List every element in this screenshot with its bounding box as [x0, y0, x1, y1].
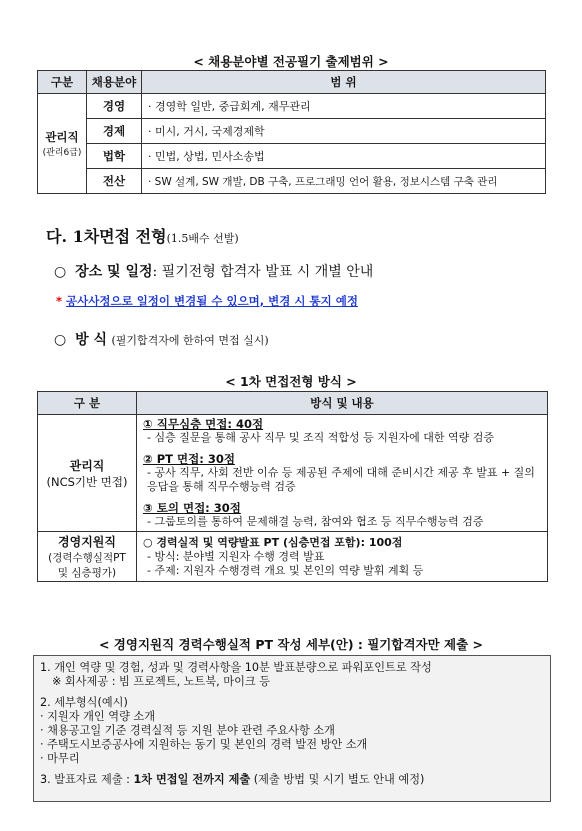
field-cell: 법학 [87, 144, 142, 169]
section-heading [46, 224, 239, 247]
section-heading-note: (1.5배수 선발) [166, 232, 239, 245]
category-cell [38, 94, 87, 194]
item-title: ○ 경력실적 및 역량발표 PT (심층면접 포함): 100점 [143, 535, 403, 549]
scope-cell: · SW 설계, SW 개발, DB 구축, 프로그래밍 언어 활용, 정보시스템 구축 관리 [142, 169, 546, 194]
category-note: (관리6급) [42, 148, 82, 158]
item-title: ③ 토의 면접: 30점 [143, 501, 241, 515]
interview-method-table [37, 391, 548, 582]
item-desc: - 그룹토의를 통하여 문제해결 능력, 참여와 협조 등 직무수행능력 검증 [147, 515, 484, 528]
division-note: (NCS기반 면접) [46, 474, 128, 489]
box-line3-suffix: (제출 방법 및 시기 별도 안내 예정) [250, 773, 425, 786]
box-line: 1. 개인 역량 및 경험, 성과 및 경력사항을 10분 발표분량으로 파워포인트로 작성 [40, 661, 432, 674]
section-heading-text: 다. 1차면접 전형 [46, 227, 167, 246]
item-desc: - 심층 질문을 통해 공사 직무 및 조직 적합성 등 지원자에 대한 역량 검증 [147, 431, 494, 444]
method-cell [137, 532, 548, 582]
circle-bullet-icon: ○ [54, 264, 67, 280]
box-line [40, 773, 544, 787]
field-cell: 경영 [87, 94, 142, 119]
scope-cell: · 미시, 거시, 국제경제학 [142, 119, 546, 144]
division-name: 관리직 [69, 458, 105, 473]
scope-cell: · 경영학 일반, 중급회계, 재무관리 [142, 94, 546, 119]
header-method: 방식 및 내용 [137, 392, 548, 415]
scope-cell: · 민법, 상법, 민사소송법 [142, 144, 546, 169]
method-cell [137, 415, 548, 532]
place-label: 장소 및 일정 [75, 264, 153, 280]
header-division: 구 분 [38, 392, 137, 415]
circle-bullet-icon: ○ [54, 332, 67, 348]
pt-guide-box [33, 655, 551, 802]
header-field: 채용분야 [87, 71, 142, 94]
box-line3-bold: 1차 면접일 전까지 제출 [133, 773, 251, 786]
exam-scope-table [37, 70, 546, 194]
method-line [54, 329, 269, 349]
box-bullet: · 마무리 [40, 752, 80, 765]
field-cell: 경제 [87, 119, 142, 144]
box-bullet: · 주택도시보증공사에 지원하는 동기 및 본인의 경력 발전 방안 소개 [40, 738, 368, 751]
field-cell: 전산 [87, 169, 142, 194]
header-category: 구분 [38, 71, 87, 94]
division-cell [38, 532, 137, 582]
item-title: ① 직무심층 면접: 40점 [143, 417, 264, 431]
item-title: ② PT 면접: 30점 [143, 452, 235, 466]
method-label: 방 식 [75, 332, 108, 348]
place-line [54, 261, 373, 281]
box-line3-prefix: 3. 발표자료 제출 : [40, 773, 134, 786]
division-note: 및 심층평가) [57, 567, 117, 579]
warning-star: * [56, 294, 63, 308]
division-name: 경영지원직 [58, 535, 116, 549]
box-note: ※ 회사제공 : 빔 프로젝트, 노트북, 마이크 등 [52, 675, 271, 688]
item-desc: - 주제: 지원자 수행경력 개요 및 본인의 역량 발휘 계획 등 [147, 563, 424, 577]
box-bullet: · 지원자 개인 역량 소개 [40, 710, 156, 723]
division-note: (경력수행실적PT [48, 552, 126, 564]
item-desc: - 공사 직무, 사회 전반 이슈 등 제공된 주제에 대해 준비시간 제공 후 발표 + 질의응답을 통해 직무수행능력 검증 [147, 466, 535, 493]
header-scope: 범 위 [142, 71, 546, 94]
box-caption: < 경영지원직 경력수행실적 PT 작성 세부(안) : 필기합격자만 제출 > [98, 637, 484, 652]
box-bullet: · 채용공고일 기준 경력실적 등 지원 분야 관련 주요사항 소개 [40, 724, 335, 737]
method-note: (필기합격자에 한하여 면접 실시) [111, 334, 269, 347]
category-name: 관리직 [45, 130, 79, 144]
item-desc: - 방식: 분야별 지원자 수행 경력 발표 [147, 549, 325, 563]
place-text: : 필기전형 합격자 발표 시 개별 안내 [152, 264, 374, 280]
table1-caption: < 채용분야별 전공필기 출제범위 > [193, 54, 389, 69]
box-line: 2. 세부형식(예시) [40, 696, 128, 709]
division-cell [38, 415, 137, 532]
warning-line [56, 293, 358, 309]
table2-caption: < 1차 면접전형 방식 > [225, 374, 357, 389]
warning-text: 공사사정으로 일정이 변경될 수 있으며, 변경 시 통지 예정 [66, 294, 358, 308]
